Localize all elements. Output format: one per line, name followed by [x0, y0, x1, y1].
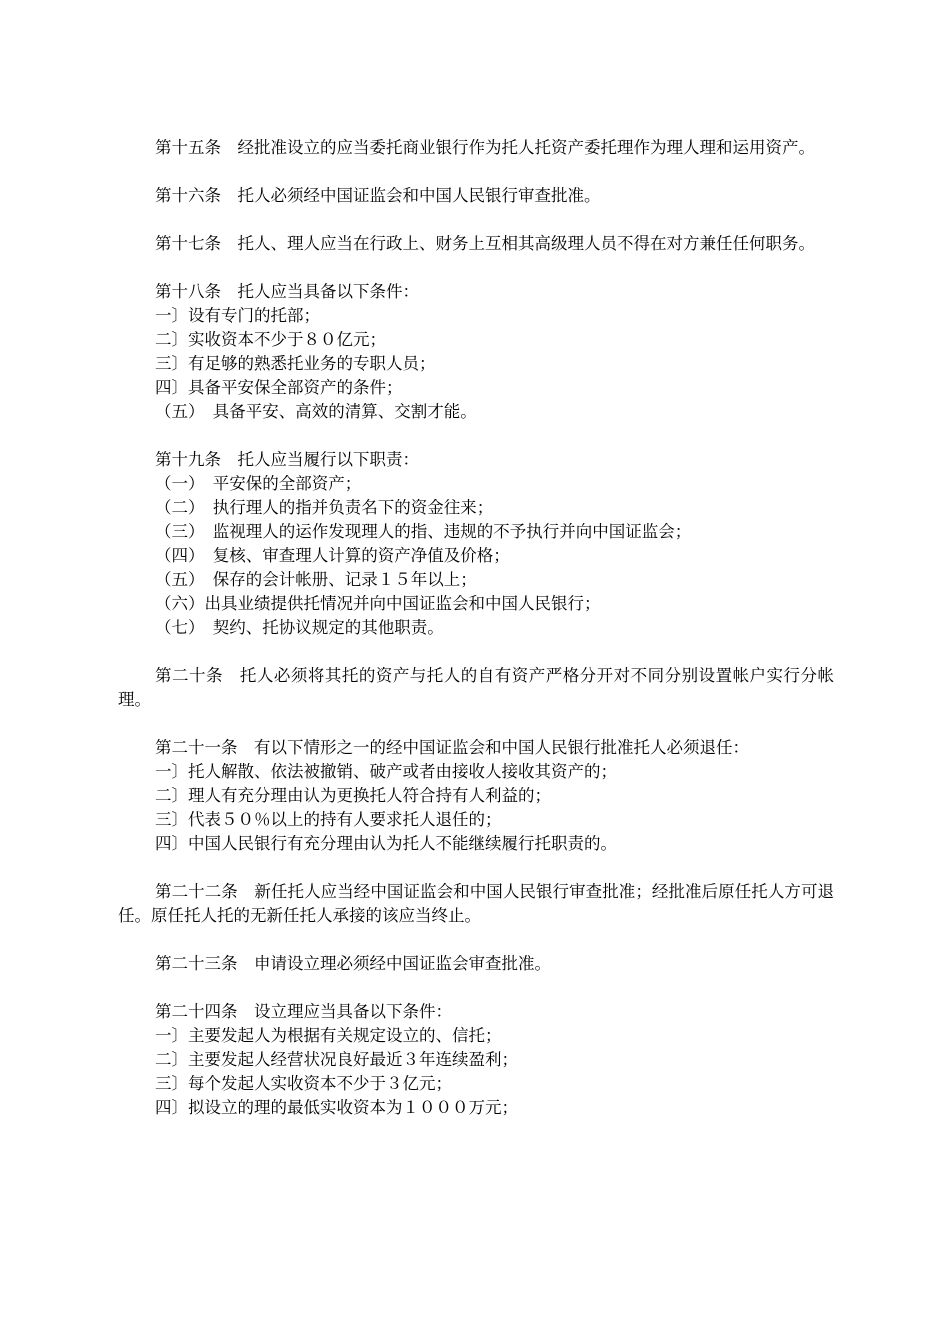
- article-list-item: （六）出具业绩提供托情况并向中国证监会和中国人民银行；: [155, 594, 601, 613]
- article-list-item: 二〕实收资本不少于８０亿元；: [155, 330, 386, 349]
- article-list-item: 一〕主要发起人为根据有关规定设立的、信托；: [155, 1026, 502, 1045]
- article-section: [118, 664, 834, 712]
- article-paragraph: 第十五条 经批准设立的应当委托商业银行作为托人托资产委托理作为理人理和运用资产。: [155, 138, 815, 157]
- article-paragraph: 第二十三条 申请设立理必须经中国证监会审查批准。: [155, 954, 551, 973]
- article-list-item: 三〕每个发起人实收资本不少于３亿元；: [155, 1074, 452, 1093]
- article-list-item: （四） 复核、审查理人计算的资产净值及价格；: [155, 546, 510, 565]
- article-section: [118, 280, 834, 424]
- article-list-item: 一〕托人解散、依法被撤销、破产或者由接收人接收其资产的；: [155, 762, 617, 781]
- article-list-item: 四〕拟设立的理的最低实收资本为１０００万元；: [155, 1098, 518, 1117]
- article-list-item: （三） 监视理人的运作发现理人的指、违规的不予执行并向中国证监会；: [155, 522, 692, 541]
- article-paragraph: 第十七条 托人、理人应当在行政上、财务上互相其高级理人员不得在对方兼任任何职务。: [155, 234, 815, 253]
- article-paragraph: 第十六条 托人必须经中国证监会和中国人民银行审查批准。: [155, 186, 601, 205]
- article-list-item: （五） 保存的会计帐册、记录１５年以上；: [155, 570, 477, 589]
- article-paragraph: 第十九条 托人应当履行以下职责：: [155, 450, 419, 469]
- article-section: [118, 1000, 834, 1120]
- article-paragraph: 第二十条 托人必须将其托的资产与托人的自有资产严格分开对不同分别设置帐户实行分帐理。: [118, 666, 834, 709]
- article-list-item: （二） 执行理人的指并负责名下的资金往来；: [155, 498, 494, 517]
- article-list-item: 二〕主要发起人经营状况良好最近３年连续盈利；: [155, 1050, 518, 1069]
- article-paragraph: 第二十一条 有以下情形之一的经中国证监会和中国人民银行批准托人必须退任：: [155, 738, 749, 757]
- article-paragraph: 第二十四条 设立理应当具备以下条件：: [155, 1002, 452, 1021]
- article-section: [118, 448, 834, 640]
- document-page: [118, 136, 834, 1144]
- article-section: [118, 880, 834, 928]
- article-list-item: 三〕代表５０％以上的持有人要求托人退任的；: [155, 810, 502, 829]
- article-list-item: （七） 契约、托协议规定的其他职责。: [155, 618, 444, 637]
- article-section: [118, 232, 834, 256]
- article-list-item: 三〕有足够的熟悉托业务的专职人员；: [155, 354, 436, 373]
- article-section: [118, 952, 834, 976]
- article-list-item: 四〕具备平安保全部资产的条件；: [155, 378, 403, 397]
- article-section: [118, 136, 834, 160]
- article-paragraph: 第十八条 托人应当具备以下条件：: [155, 282, 419, 301]
- article-list-item: （五） 具备平安、高效的清算、交割才能。: [155, 402, 477, 421]
- article-list-item: 四〕中国人民银行有充分理由认为托人不能继续履行托职责的。: [155, 834, 617, 853]
- article-section: [118, 736, 834, 856]
- article-list-item: 二〕理人有充分理由认为更换托人符合持有人利益的；: [155, 786, 551, 805]
- article-section: [118, 184, 834, 208]
- article-list-item: （一） 平安保的全部资产；: [155, 474, 362, 493]
- article-paragraph: 第二十二条 新任托人应当经中国证监会和中国人民银行审查批准；经批准后原任托人方可退任。原任托人托的无新任托人承接的该应当终止。: [118, 882, 834, 925]
- article-list-item: 一〕设有专门的托部；: [155, 306, 320, 325]
